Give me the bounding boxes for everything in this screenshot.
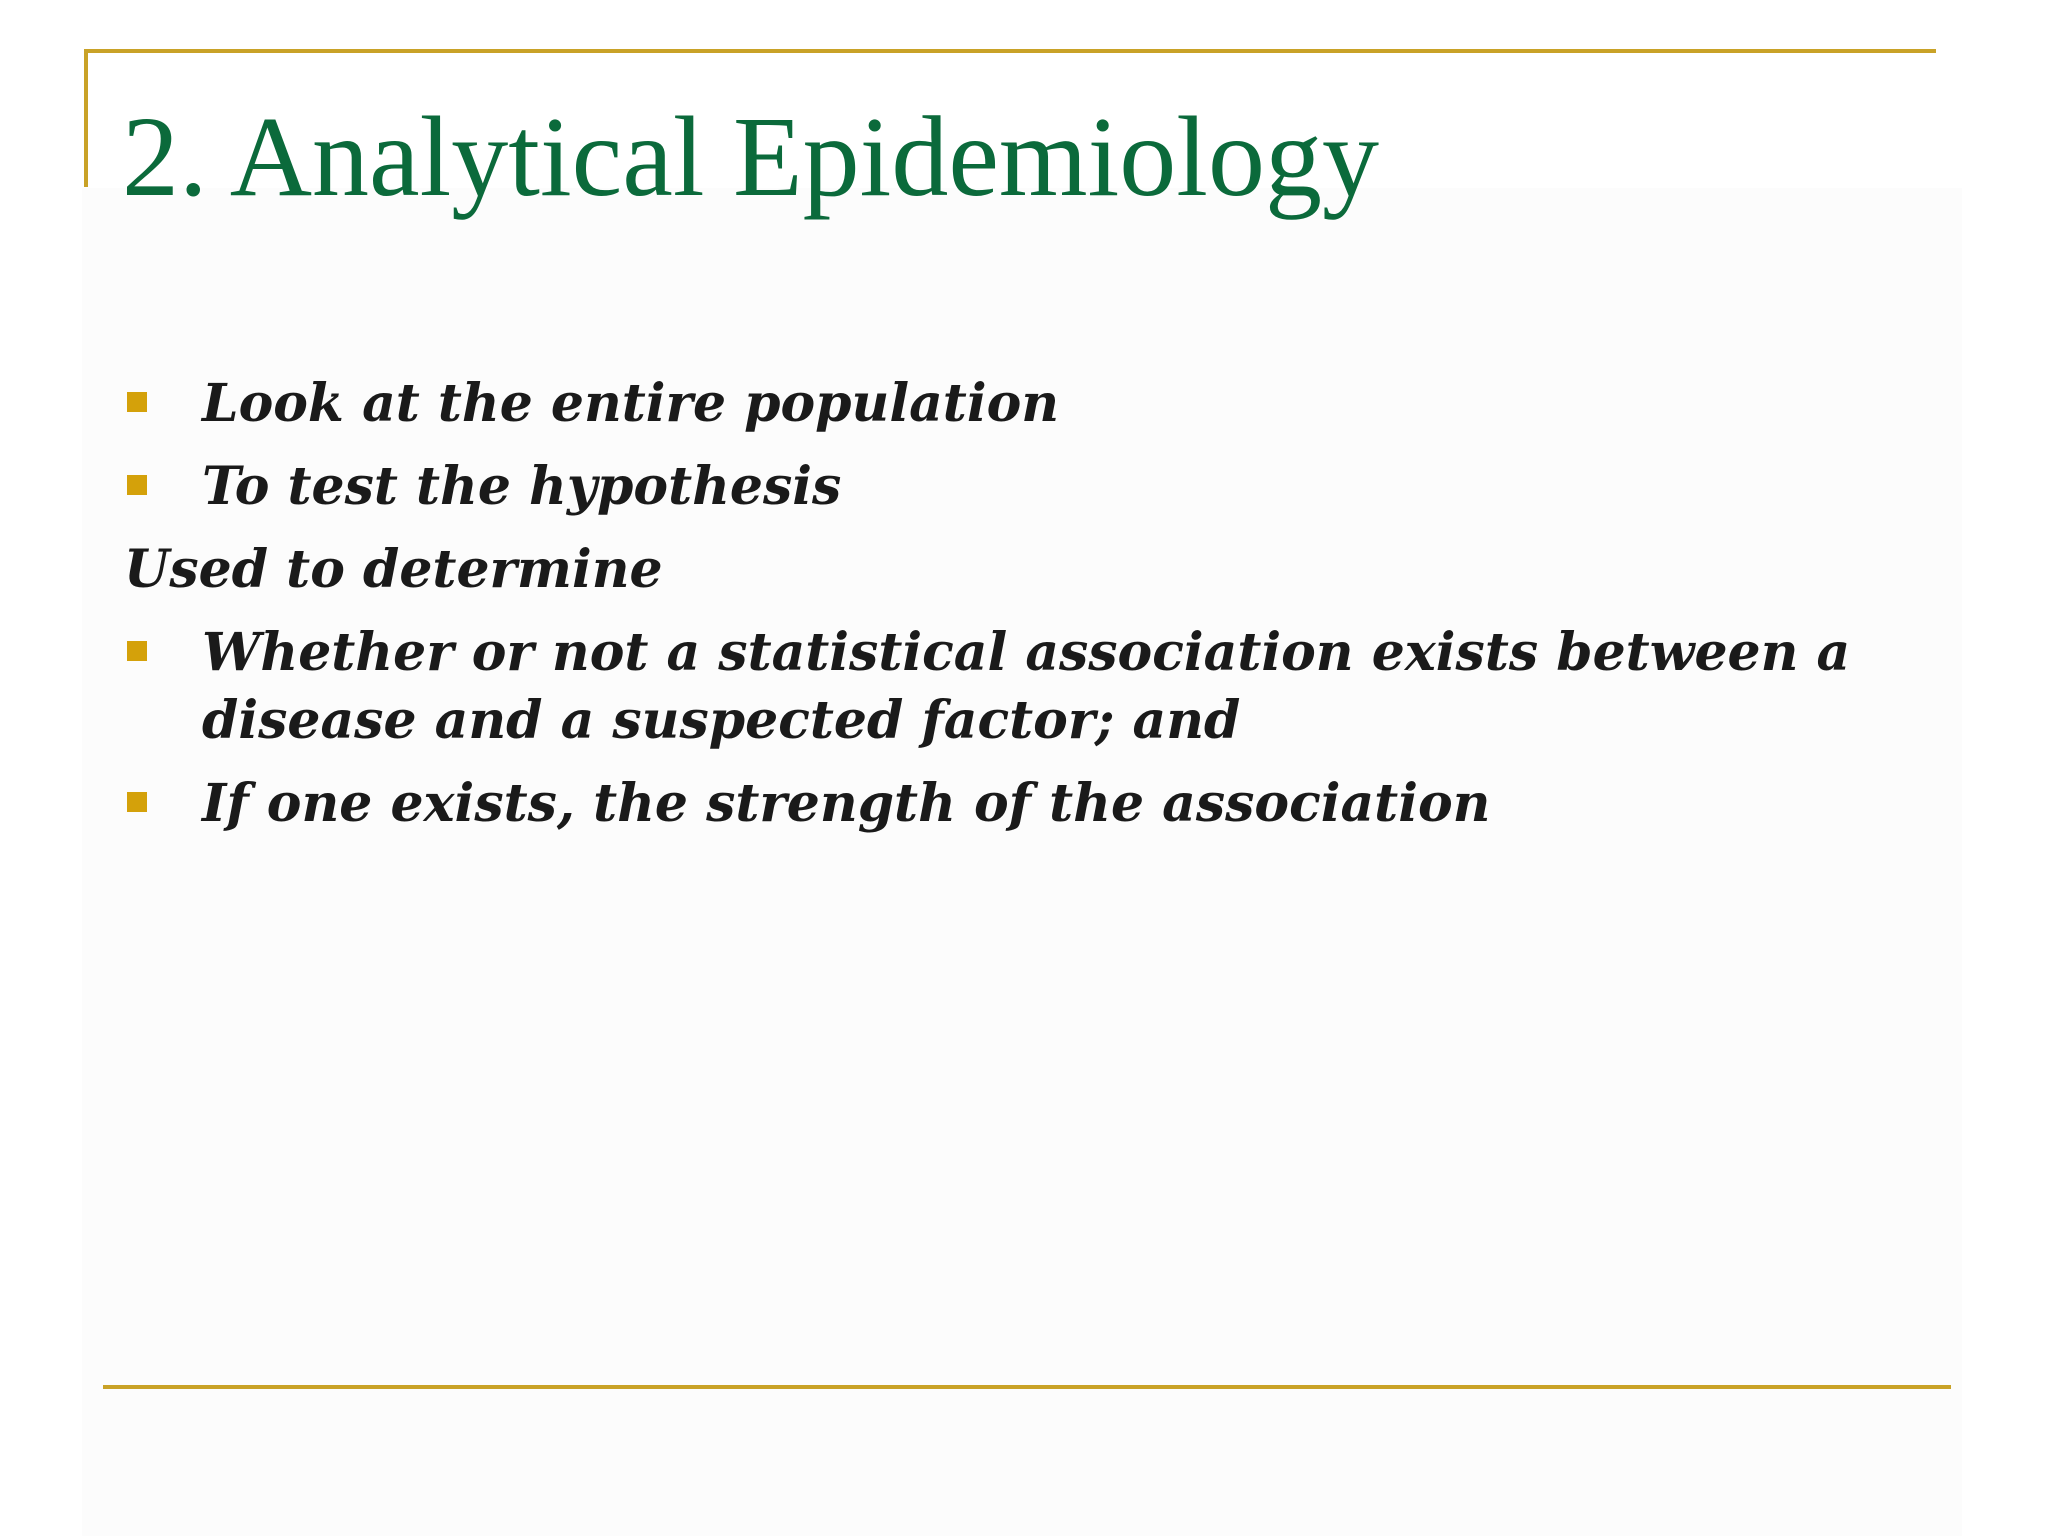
bullet-item: [124, 619, 1944, 755]
plain-text: Used to determine: [124, 539, 663, 600]
bottom-rule: [103, 1385, 1951, 1389]
left-rule: [84, 49, 88, 187]
bullet-text: To test the hypothesis: [202, 456, 842, 517]
bullet-text: Look at the entire population: [202, 373, 1060, 434]
bullet-text: Whether or not a statistical association exists between a disease and a suspected factor; and: [202, 622, 1851, 751]
square-bullet-icon: [127, 792, 147, 812]
square-bullet-icon: [127, 641, 147, 661]
slide-body: [124, 370, 1944, 853]
bullet-item: [124, 770, 1944, 838]
bullet-item: [124, 370, 1944, 438]
square-bullet-icon: [127, 475, 147, 495]
bullet-text: If one exists, the strength of the association: [202, 773, 1491, 834]
top-rule: [84, 49, 1936, 53]
body-text: [124, 536, 1944, 604]
square-bullet-icon: [127, 392, 147, 412]
slide-title: 2. Analytical Epidemiology: [122, 93, 1379, 220]
bullet-item: [124, 453, 1944, 521]
